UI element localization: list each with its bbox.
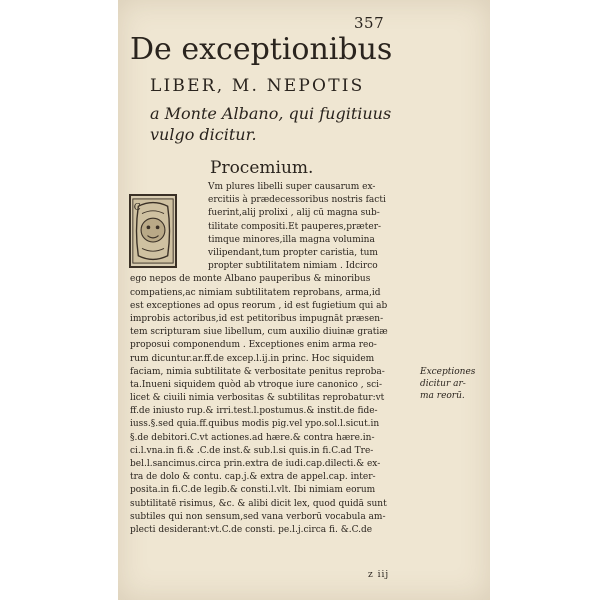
body-text-full: [130, 273, 388, 537]
text-line: faciam, nimia subtilitate & verbositate penitus reproba-: [130, 366, 385, 377]
section-heading: Procemium.: [210, 158, 314, 178]
text-line: rum dicuntur.ar.ff.de excep.l.ij.in princ. Hoc siquidem: [130, 353, 375, 364]
text-line: plecti desiderant:vt.C.de consti. pe.l.j.circa fi. &.C.de: [130, 524, 373, 535]
text-line: improbis actoribus,id est petitoribus impugnāt præsen-: [130, 313, 384, 324]
drop-cap-illustration-icon: [131, 196, 175, 266]
text-line: ci.l.vna.in fi.& .C.de inst.& sub.l.si quis.in fi.C.ad Tre-: [130, 445, 374, 456]
text-line: bel.l.sancimus.circa prin.extra de iudi.cap.dilecti.& ex-: [130, 459, 381, 470]
book-title: De exceptionibus: [130, 32, 393, 67]
text-line: propter subtilitatem nimiam . Idcirco: [208, 261, 378, 272]
marginal-line: Exceptiones: [420, 367, 476, 377]
text-line: fuerint,alij prolixi , alij cū magna sub-: [208, 208, 380, 219]
page-number: 357: [354, 14, 385, 32]
text-line: posita.in fi.C.de legib.& consti.l.vlt. Ibi nimiam eorum: [130, 485, 376, 496]
text-line: proposui componendum . Exceptiones enim arma reo-: [130, 340, 377, 351]
drop-cap-letter: C: [133, 201, 141, 213]
text-line: tem scripturam siue libellum, cum auxilio diuinæ gratiæ: [130, 327, 388, 338]
text-line: ercitiis à prædecessoribus nostris facti: [208, 195, 386, 206]
subtitle-line: a Monte Albano, qui fugitiuus: [150, 104, 392, 123]
decorated-initial: [129, 194, 177, 268]
body-text-indented: [208, 181, 386, 273]
marginal-line: ma reorū.: [420, 391, 465, 401]
text-line: est exceptiones ad opus reorum , id est fugietium qui ab: [130, 300, 388, 311]
text-line: subtiles qui non sensum,sed vana verborū vocabula am-: [130, 511, 386, 522]
text-line: compatiens,ac nimiam subtilitatem reprobans, arma,id: [130, 287, 381, 298]
text-line: §.de debitori.C.vt actiones.ad hære.& contra hære.in-: [130, 432, 375, 443]
text-line: ff.de iniusto rup.& irri.test.l.postumus.& instit.de fide-: [130, 406, 378, 417]
text-line: ego nepos de monte Albano pauperibus & minoribus: [130, 274, 371, 285]
text-line: iuss.§.sed quia.ff.quibus modis pig.vel ypo.sol.l.sicut.in: [130, 419, 380, 430]
signature-mark: z iij: [368, 570, 390, 580]
book-page: [118, 0, 490, 600]
subtitle-line: LIBER, M. NEPOTIS: [150, 76, 365, 96]
text-line: vilipendant,tum propter caristia, tum: [208, 247, 378, 258]
text-line: timque minores,illa magna volumina: [208, 234, 375, 245]
marginal-note: [420, 366, 488, 402]
text-line: Vm plures libelli super causarum ex-: [208, 182, 376, 192]
text-line: tilitate compositi.Et pauperes,præter-: [208, 221, 382, 232]
text-line: subtilitatē risimus, &c. & alibi dicit lex, quod quidā sunt: [130, 498, 387, 509]
text-line: licet & ciuili nimia verbositas & subtilitas reprobatur:vt: [130, 393, 385, 404]
text-line: ta.Inueni siquidem quòd ab vtroque iure canonico , sci-: [130, 379, 383, 390]
marginal-line: dicitur ar-: [420, 379, 466, 389]
text-line: tra de dolo & contu. cap.j.& extra de appel.cap. inter-: [130, 472, 376, 483]
subtitle-line: vulgo dicitur.: [150, 125, 257, 144]
